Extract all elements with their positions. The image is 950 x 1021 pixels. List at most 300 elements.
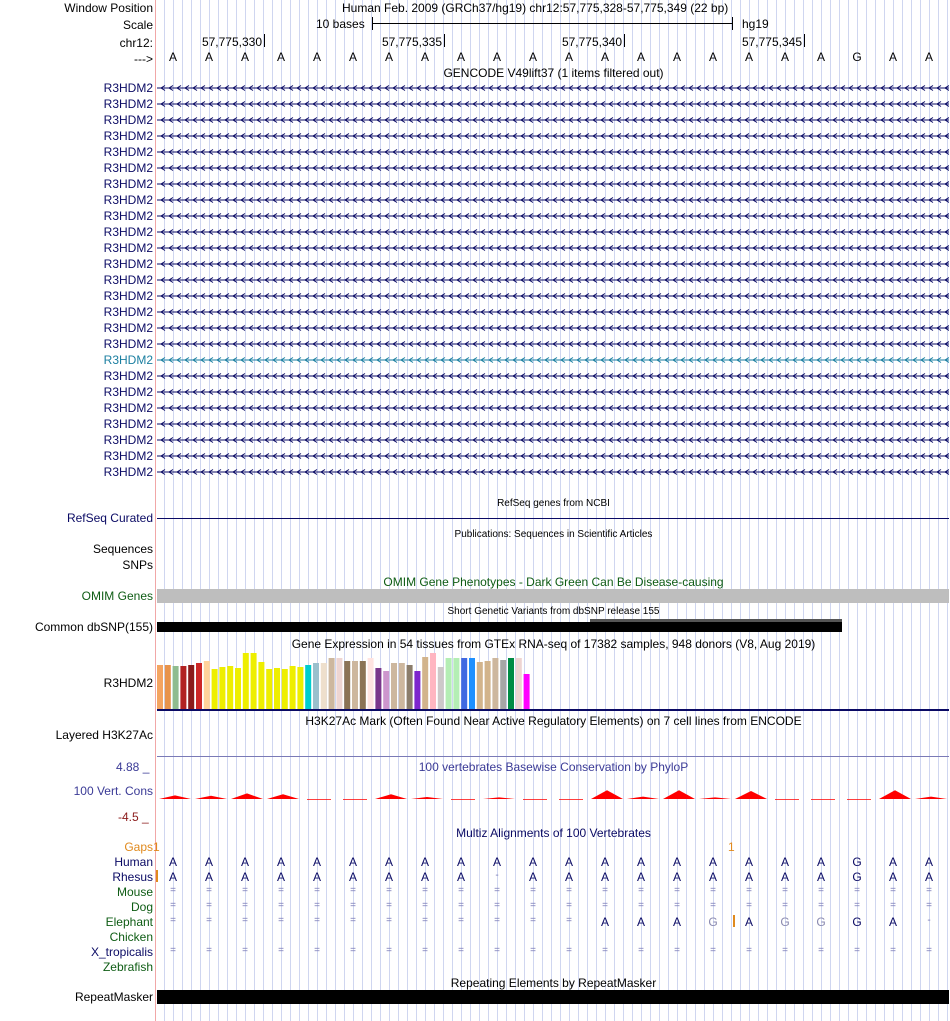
alignment-base: = (350, 885, 356, 896)
gencode-transcript-line[interactable] (157, 200, 949, 201)
alignment-base: = (530, 885, 536, 896)
position-tick (444, 34, 445, 47)
alignment-base: = (746, 945, 752, 956)
multiz-gap-mark-2: 1 (728, 840, 735, 854)
gencode-transcript-line[interactable] (157, 296, 949, 297)
gencode-transcript-line[interactable] (157, 88, 949, 89)
alignment-base: = (206, 915, 212, 926)
alignment-base: A (528, 855, 537, 869)
alignment-base: = (422, 900, 428, 911)
gencode-gene-label[interactable]: R3HDM2 (103, 273, 153, 287)
h3k27ac-track-label[interactable]: Layered H3K27Ac (55, 728, 153, 742)
alignment-base: A (348, 855, 357, 869)
gencode-transcript-line[interactable] (157, 328, 949, 329)
alignment-base: = (926, 885, 932, 896)
base-letter: A (240, 50, 249, 64)
gencode-gene-label[interactable]: R3HDM2 (103, 433, 153, 447)
alignment-base: A (456, 855, 465, 869)
alignment-base: = (170, 900, 176, 911)
alignment-base: = (422, 885, 428, 896)
alignment-base: A (240, 870, 249, 884)
gencode-transcript-line[interactable] (157, 248, 949, 249)
omim-track-title[interactable]: OMIM Gene Phenotypes - Dark Green Can Be Disease-causing (383, 575, 724, 589)
gtex-tissue-bar[interactable] (391, 663, 397, 709)
alignment-base: A (528, 870, 537, 884)
gencode-gene-label[interactable]: R3HDM2 (103, 193, 153, 207)
gencode-gene-label[interactable]: R3HDM2 (103, 465, 153, 479)
phylop-track-title[interactable]: 100 vertebrates Basewise Conservation by PhyloP (418, 760, 689, 774)
alignment-base: = (602, 885, 608, 896)
gencode-gene-label[interactable]: R3HDM2 (103, 129, 153, 143)
alignment-base: = (422, 945, 428, 956)
multiz-species-label[interactable]: Human (114, 855, 153, 869)
alignment-base: A (636, 855, 645, 869)
alignment-base: = (314, 900, 320, 911)
alignment-base: = (458, 900, 464, 911)
gencode-transcript-line[interactable] (157, 216, 949, 217)
gtex-tissue-bar[interactable] (485, 661, 491, 709)
gencode-gene-label[interactable]: R3HDM2 (103, 225, 153, 239)
phylop-score-mark (915, 797, 947, 799)
gtex-tissue-bar[interactable] (492, 658, 498, 709)
gencode-gene-label[interactable]: R3HDM2 (103, 449, 153, 463)
gtex-tissue-bar[interactable] (375, 668, 381, 709)
alignment-base: = (890, 945, 896, 956)
gtex-bar-chart[interactable] (157, 652, 557, 710)
alignment-base: A (708, 855, 717, 869)
scale-text: 10 bases (316, 17, 365, 31)
alignment-base: - (927, 915, 931, 926)
gencode-transcript-line[interactable] (157, 168, 949, 169)
position-tick (264, 34, 265, 47)
gencode-transcript-line[interactable] (157, 312, 949, 313)
multiz-species-label[interactable]: Zebrafish (102, 960, 153, 974)
phylop-track-label[interactable]: 100 Vert. Cons (73, 784, 153, 798)
multiz-gaps-label: Gaps (124, 840, 153, 854)
gtex-tissue-bar[interactable] (180, 666, 186, 709)
gtex-tissue-bar[interactable] (321, 663, 327, 709)
base-letter: A (888, 50, 897, 64)
alignment-base: = (566, 945, 572, 956)
alignment-base: A (672, 855, 681, 869)
alignment-base: = (674, 900, 680, 911)
position-tick (804, 34, 805, 47)
gencode-transcript-line[interactable] (157, 360, 949, 361)
alignment-base: G (780, 915, 790, 929)
alignment-base: A (600, 855, 609, 869)
alignment-base: = (854, 900, 860, 911)
alignment-base: A (744, 855, 753, 869)
repeatmasker-track-label[interactable]: RepeatMasker (74, 990, 153, 1004)
alignment-base: = (314, 915, 320, 926)
gencode-transcript-line[interactable] (157, 472, 949, 473)
alignment-base: = (206, 945, 212, 956)
alignment-base: A (204, 855, 213, 869)
omim-track-label[interactable]: OMIM Genes (81, 589, 153, 603)
base-letter: A (564, 50, 573, 64)
gencode-transcript-line[interactable] (157, 456, 949, 457)
gencode-transcript-line[interactable] (157, 136, 949, 137)
dbsnp-track-label[interactable]: Common dbSNP(155) (34, 620, 153, 634)
gencode-gene-label[interactable]: R3HDM2 (103, 161, 153, 175)
alignment-base: = (278, 945, 284, 956)
publications-snps-label[interactable]: SNPs (122, 558, 153, 572)
gtex-tissue-bar[interactable] (422, 657, 428, 709)
alignment-base: = (710, 885, 716, 896)
phylop-score-mark (267, 794, 299, 799)
gtex-tissue-bar[interactable] (329, 658, 335, 709)
gencode-gene-label[interactable]: R3HDM2 (103, 113, 153, 127)
position-tick-label: 57,775,335 (381, 35, 442, 49)
gtex-tissue-bar[interactable] (336, 658, 342, 709)
alignment-base: A (816, 855, 825, 869)
position-tick-label: 57,775,330 (201, 35, 262, 49)
gencode-transcript-line[interactable] (157, 440, 949, 441)
gencode-gene-label[interactable]: R3HDM2 (103, 241, 153, 255)
alignment-base: A (420, 855, 429, 869)
gencode-gene-label[interactable]: R3HDM2 (103, 81, 153, 95)
refseq-track-title[interactable]: RefSeq genes from NCBI (497, 498, 610, 509)
gtex-tissue-bar[interactable] (438, 667, 444, 709)
alignment-base: A (924, 855, 933, 869)
gtex-tissue-bar[interactable] (461, 658, 467, 709)
alignment-base: A (672, 870, 681, 884)
alignment-base: = (782, 945, 788, 956)
phylop-ymax-label: 4.88 _ (116, 760, 150, 774)
multiz-species-label[interactable]: Elephant (105, 915, 153, 929)
rhesus-insert-mark (156, 870, 158, 882)
multiz-track-title[interactable]: Multiz Alignments of 100 Vertebrates (456, 826, 651, 840)
alignment-base: = (170, 945, 176, 956)
gtex-tissue-bar[interactable] (453, 658, 459, 709)
alignment-base: = (494, 885, 500, 896)
gencode-transcript-line[interactable] (157, 232, 949, 233)
alignment-base: = (278, 915, 284, 926)
alignment-base: = (818, 885, 824, 896)
alignment-base: = (602, 900, 608, 911)
gtex-tissue-bar[interactable] (157, 665, 163, 709)
gtex-tissue-bar[interactable] (173, 666, 179, 709)
base-letter: A (420, 50, 429, 64)
gtex-tissue-bar[interactable] (477, 662, 483, 709)
refseq-track-label[interactable]: RefSeq Curated (66, 511, 153, 525)
alignment-base: A (888, 915, 897, 929)
gencode-gene-label[interactable]: R3HDM2 (103, 369, 153, 383)
phylop-score-mark (231, 793, 263, 799)
gtex-tissue-bar[interactable] (352, 661, 358, 709)
strand-label: ---> (134, 52, 153, 66)
alignment-base: = (638, 900, 644, 911)
phylop-score-mark (699, 797, 731, 799)
alignment-base: = (566, 915, 572, 926)
alignment-base: A (240, 855, 249, 869)
phylop-score-plot[interactable] (157, 786, 950, 806)
alignment-base: = (350, 900, 356, 911)
alignment-base: A (276, 870, 285, 884)
gencode-gene-label[interactable]: R3HDM2 (103, 321, 153, 335)
alignment-base: A (312, 870, 321, 884)
repeatmasker-bar[interactable] (157, 990, 949, 1004)
phylop-score-mark (663, 790, 695, 799)
alignment-base: A (744, 870, 753, 884)
gtex-tissue-bar[interactable] (430, 653, 436, 709)
gtex-tissue-bar[interactable] (407, 665, 413, 709)
position-tick-label: 57,775,345 (741, 35, 802, 49)
gtex-tissue-bar[interactable] (500, 660, 506, 709)
gtex-tissue-bar[interactable] (204, 661, 210, 709)
alignment-base: A (636, 915, 645, 929)
gencode-gene-label[interactable]: R3HDM2 (103, 401, 153, 415)
gencode-transcript-line[interactable] (157, 264, 949, 265)
alignment-base: A (744, 915, 753, 929)
alignment-base: = (314, 885, 320, 896)
gtex-tissue-bar[interactable] (383, 671, 389, 709)
alignment-base: = (890, 900, 896, 911)
dbsnp-track-title[interactable]: Short Genetic Variants from dbSNP release 155 (447, 606, 660, 617)
alignment-base: A (672, 915, 681, 929)
alignment-base: A (204, 870, 213, 884)
gtex-tissue-bar[interactable] (235, 668, 241, 709)
alignment-base: = (710, 900, 716, 911)
gtex-tissue-bar[interactable] (524, 674, 530, 709)
alignment-base: = (494, 945, 500, 956)
alignment-base: = (206, 900, 212, 911)
alignment-base: = (314, 945, 320, 956)
position-tick-label: 57,775,340 (561, 35, 622, 49)
base-letter: A (600, 50, 609, 64)
dbsnp-variant-bar[interactable] (157, 622, 842, 632)
alignment-base: = (710, 945, 716, 956)
gencode-transcript-line[interactable] (157, 392, 949, 393)
alignment-base: = (386, 915, 392, 926)
gtex-tissue-bar[interactable] (274, 668, 280, 709)
alignment-base: A (636, 870, 645, 884)
phylop-score-mark (375, 794, 407, 799)
alignment-base: = (242, 915, 248, 926)
scale-label: Scale (122, 18, 153, 32)
gtex-track-title[interactable]: Gene Expression in 54 tissues from GTEx RNA-seq of 17382 samples, 948 donors (V8, Aug 2019) (291, 637, 816, 651)
base-letter: A (672, 50, 681, 64)
gencode-gene-label[interactable]: R3HDM2 (103, 353, 153, 367)
gtex-tissue-bar[interactable] (368, 658, 374, 709)
alignment-base: = (386, 945, 392, 956)
gtex-tissue-bar[interactable] (290, 666, 296, 709)
gtex-tissue-bar[interactable] (399, 663, 405, 709)
phylop-score-mark (735, 791, 767, 799)
base-letter: A (780, 50, 789, 64)
alignment-base: A (276, 855, 285, 869)
alignment-base: = (926, 945, 932, 956)
scale-bar (372, 23, 732, 24)
base-letter: A (348, 50, 357, 64)
gtex-tissue-bar[interactable] (251, 653, 257, 709)
gencode-transcript-line[interactable] (157, 344, 949, 345)
alignment-base: = (170, 915, 176, 926)
base-letter: A (312, 50, 321, 64)
alignment-base: = (566, 900, 572, 911)
gencode-transcript-line[interactable] (157, 184, 949, 185)
alignment-base: = (602, 945, 608, 956)
multiz-species-label[interactable]: Mouse (116, 885, 153, 899)
window-position-value: Human Feb. 2009 (GRCh37/hg19) chr12:57,775,328-57,775,349 (22 bp) (342, 1, 729, 15)
alignment-base: = (206, 885, 212, 896)
alignment-base: A (924, 870, 933, 884)
alignment-base: G (708, 915, 718, 929)
gtex-tissue-bar[interactable] (313, 663, 319, 709)
alignment-base: A (492, 855, 501, 869)
gencode-transcript-line[interactable] (157, 152, 949, 153)
omim-gene-bar[interactable] (157, 589, 949, 603)
gencode-gene-label[interactable]: R3HDM2 (103, 145, 153, 159)
alignment-base: A (600, 915, 609, 929)
gtex-tissue-bar[interactable] (344, 661, 350, 709)
gtex-tissue-bar[interactable] (212, 669, 218, 709)
alignment-base: = (458, 945, 464, 956)
alignment-base: = (170, 885, 176, 896)
gencode-transcript-line[interactable] (157, 104, 949, 105)
alignment-base: = (566, 885, 572, 896)
alignment-base: = (242, 885, 248, 896)
base-letter: A (276, 50, 285, 64)
gencode-transcript-line[interactable] (157, 424, 949, 425)
alignment-base: = (746, 885, 752, 896)
alignment-base: = (854, 945, 860, 956)
alignment-base: = (746, 900, 752, 911)
base-letter: A (528, 50, 537, 64)
elephant-insert-mark (733, 915, 735, 927)
alignment-base: = (782, 885, 788, 896)
base-letter: A (924, 50, 933, 64)
base-letter: A (204, 50, 213, 64)
h3k27ac-baseline (157, 756, 949, 757)
alignment-base: A (168, 855, 177, 869)
gtex-tissue-bar[interactable] (508, 658, 514, 709)
phylop-score-mark (483, 797, 515, 799)
gtex-tissue-bar[interactable] (243, 653, 249, 709)
alignment-base: A (384, 870, 393, 884)
gencode-gene-label[interactable]: R3HDM2 (103, 417, 153, 431)
alignment-base: A (456, 870, 465, 884)
multiz-species-label[interactable]: Chicken (109, 930, 153, 944)
window-position-label: Window Position (64, 1, 153, 15)
refseq-gene-line[interactable] (157, 518, 949, 519)
gencode-gene-label[interactable]: R3HDM2 (103, 209, 153, 223)
dbsnp-variant-bar-2[interactable] (590, 619, 842, 622)
gencode-gene-label[interactable]: R3HDM2 (103, 177, 153, 191)
base-letter: G (852, 50, 862, 64)
alignment-base: A (564, 855, 573, 869)
h3k27ac-track-title[interactable]: H3K27Ac Mark (Often Found Near Active Regulatory Elements) on 7 cell lines from ENCODE (305, 714, 802, 728)
gtex-tissue-bar[interactable] (469, 658, 475, 709)
scale-bar-left-tick (372, 17, 373, 30)
position-tick (624, 34, 625, 47)
gtex-tissue-bar[interactable] (219, 667, 225, 709)
gtex-tissue-bar[interactable] (297, 667, 303, 709)
alignment-base: G (852, 855, 862, 869)
gtex-tissue-bar[interactable] (414, 671, 420, 709)
base-letter: A (168, 50, 177, 64)
alignment-base: A (168, 870, 177, 884)
alignment-base: = (386, 885, 392, 896)
alignment-base: = (674, 885, 680, 896)
alignment-base: = (422, 915, 428, 926)
alignment-base: = (530, 915, 536, 926)
alignment-base: = (494, 900, 500, 911)
gencode-gene-label[interactable]: R3HDM2 (103, 257, 153, 271)
base-letter: A (744, 50, 753, 64)
gencode-track-title[interactable]: GENCODE V49lift37 (1 items filtered out) (443, 66, 664, 80)
alignment-base: = (386, 900, 392, 911)
gencode-transcript-line[interactable] (157, 408, 949, 409)
alignment-base: A (888, 870, 897, 884)
gencode-gene-label[interactable]: R3HDM2 (103, 305, 153, 319)
gencode-gene-label[interactable]: R3HDM2 (103, 97, 153, 111)
gtex-gene-line (157, 709, 949, 711)
gtex-tissue-bar[interactable] (446, 658, 452, 709)
multiz-species-label[interactable]: X_tropicalis (90, 945, 153, 959)
alignment-base: = (458, 915, 464, 926)
gtex-tissue-bar[interactable] (196, 663, 202, 709)
base-letter: A (636, 50, 645, 64)
publications-track-title[interactable]: Publications: Sequences in Scientific Articles (454, 529, 653, 540)
alignment-base: = (638, 945, 644, 956)
gtex-tissue-bar[interactable] (360, 661, 366, 709)
gtex-track-label[interactable]: R3HDM2 (103, 676, 153, 690)
gencode-transcript-line[interactable] (157, 280, 949, 281)
alignment-base: = (494, 915, 500, 926)
gtex-tissue-bar[interactable] (188, 665, 194, 709)
phylop-score-mark (411, 797, 443, 799)
gencode-gene-label[interactable]: R3HDM2 (103, 289, 153, 303)
gtex-tissue-bar[interactable] (258, 662, 264, 709)
alignment-base: = (350, 945, 356, 956)
alignment-base: = (782, 900, 788, 911)
alignment-base: A (708, 870, 717, 884)
alignment-base: = (242, 945, 248, 956)
gtex-tissue-bar[interactable] (227, 666, 233, 709)
alignment-base: = (638, 885, 644, 896)
alignment-base: = (530, 900, 536, 911)
gencode-gene-label[interactable]: R3HDM2 (103, 337, 153, 351)
multiz-gap-mark-1: 1 (153, 840, 160, 854)
phylop-score-mark (591, 790, 623, 799)
alignment-base: = (674, 945, 680, 956)
gencode-transcript-line[interactable] (157, 120, 949, 121)
publications-sequences-label[interactable]: Sequences (92, 542, 153, 556)
alignment-base: = (350, 915, 356, 926)
repeatmasker-track-title[interactable]: Repeating Elements by RepeatMasker (450, 976, 657, 990)
gtex-tissue-bar[interactable] (282, 669, 288, 709)
gencode-gene-label[interactable]: R3HDM2 (103, 385, 153, 399)
gtex-tissue-bar[interactable] (266, 669, 272, 709)
alignment-base: A (420, 870, 429, 884)
multiz-species-label[interactable]: Rhesus (112, 870, 153, 884)
alignment-base: = (530, 945, 536, 956)
gtex-tissue-bar[interactable] (305, 665, 311, 709)
alignment-base: A (348, 870, 357, 884)
multiz-species-label[interactable]: Dog (130, 900, 153, 914)
phylop-score-mark (627, 797, 659, 799)
alignment-base: = (926, 900, 932, 911)
phylop-score-mark (195, 796, 227, 799)
alignment-base: A (600, 870, 609, 884)
gtex-tissue-bar[interactable] (165, 665, 171, 709)
scale-bar-right-tick (732, 17, 733, 30)
gtex-tissue-bar[interactable] (516, 658, 522, 709)
alignment-base: = (278, 900, 284, 911)
gencode-transcript-line[interactable] (157, 376, 949, 377)
alignment-base: G (816, 915, 826, 929)
